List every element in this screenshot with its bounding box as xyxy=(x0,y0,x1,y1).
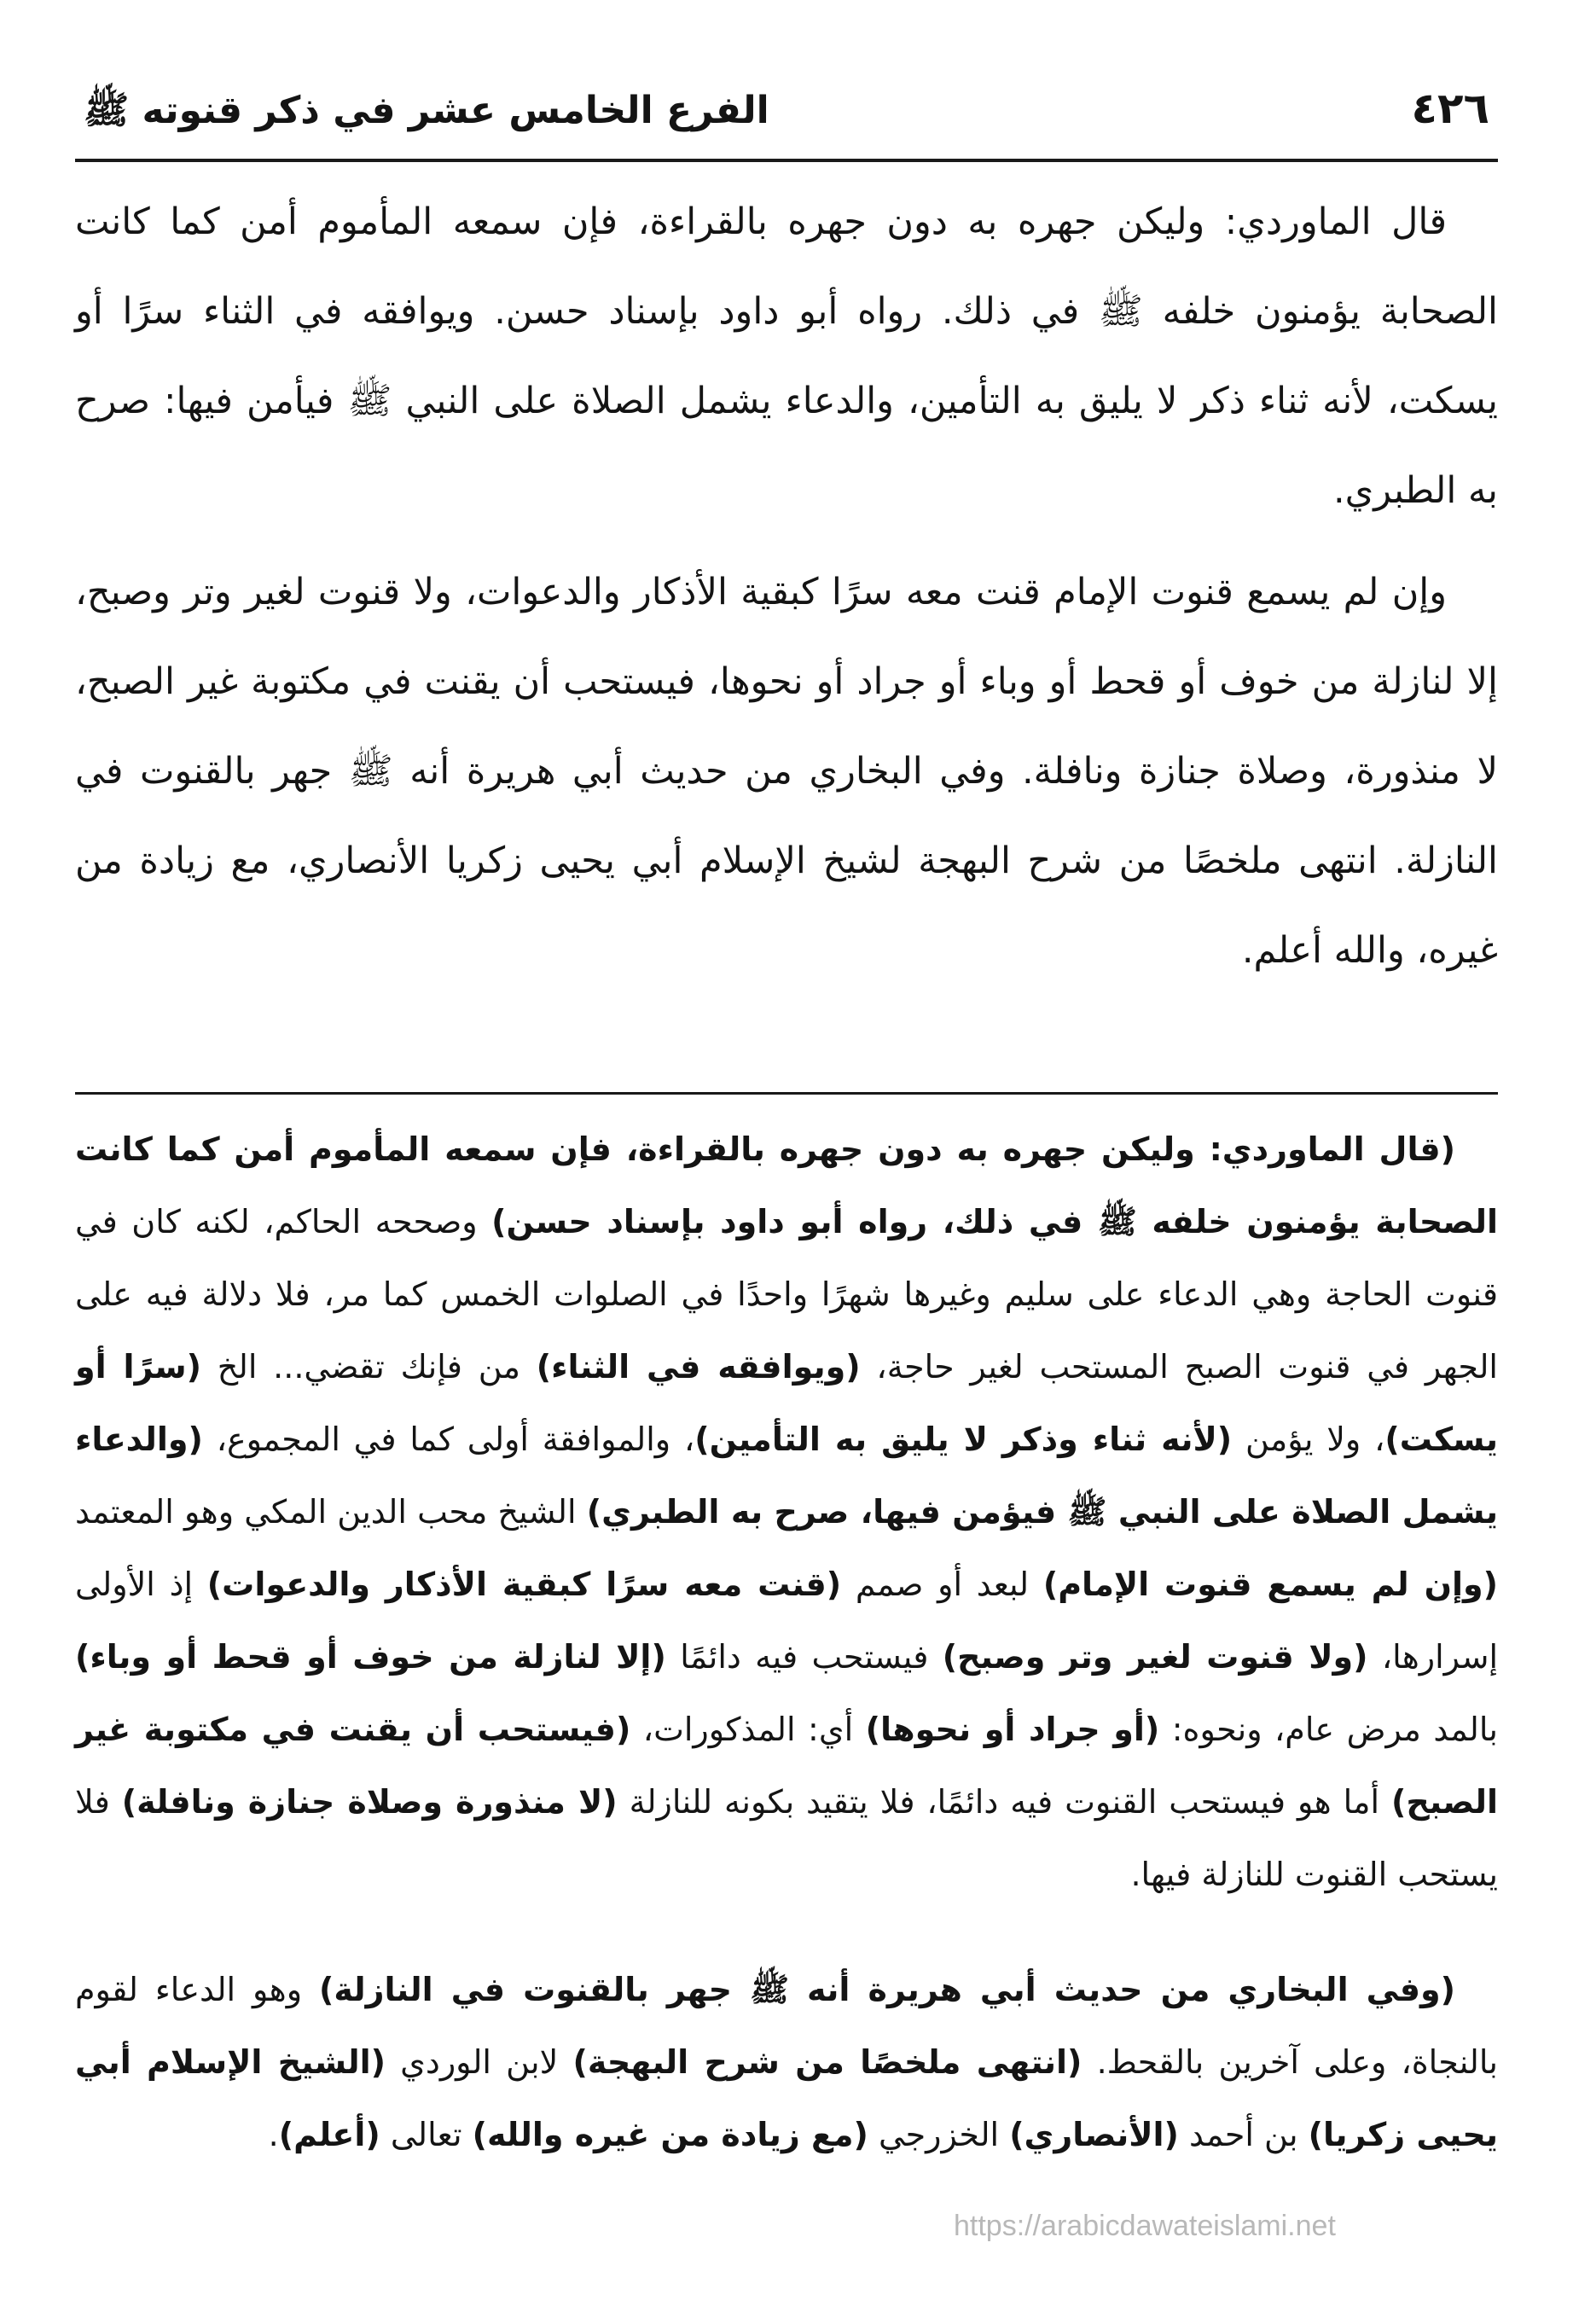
commentary-text: لابن الوردي xyxy=(386,2043,573,2081)
quoted-matn-text: (أعلم) xyxy=(278,2116,380,2153)
quoted-matn-text: (لأنه ثناء وذكر لا يليق به التأمين) xyxy=(694,1421,1233,1458)
commentary-text: فلا يستحب القنوت للنازلة فيها. xyxy=(75,1783,1498,1893)
commentary-text: . xyxy=(268,2116,279,2153)
quoted-matn-text: (الشيخ الإسلام أبي يحيى زكريا) xyxy=(75,2043,1498,2153)
commentary-text: فيستحب فيه دائمًا xyxy=(665,1638,943,1676)
commentary-paragraph xyxy=(75,1113,1498,1911)
commentary-text: بن أحمد xyxy=(1178,2116,1309,2153)
quoted-matn-text: (الأنصاري) xyxy=(1009,2116,1179,2153)
commentary-text: الشيخ محب الدين المكي وهو المعتمد xyxy=(75,1493,587,1531)
quoted-matn-text: (سرًا أو يسكت) xyxy=(75,1348,1498,1458)
watermark-url: https://arabicdawateislami.net xyxy=(954,2210,1336,2242)
quoted-matn-text: (وفي البخاري من حديث أبي هريرة أنه ﷺ جهر بالقنوت في النازلة) xyxy=(318,1971,1455,2008)
commentary-text: بالمد مرض عام، ونحوه: xyxy=(1159,1711,1498,1748)
main-paragraph: قال الماوردي: وليكن جهره به دون جهره بالقراءة، فإن سمعه المأموم أمن كما كانت الصحابة يؤمنون خلفه ﷺ في ذلك. رواه أبو داود بإسناد حسن. ويوافقه في الثناء سرًا أو يسكت، لأنه ثناء ذكر لا يليق به التأمين، والدعاء يشمل الصلاة على النبي ﷺ فيأمن فيها: صرح به الطبري. xyxy=(75,200,1498,512)
commentary-text: أي: المذكورات، xyxy=(630,1711,866,1748)
main-text xyxy=(75,177,1498,1008)
quoted-matn-text: (مع زيادة من غيره والله) xyxy=(472,2116,868,2153)
commentary-text: أما هو فيستحب القنوت فيه دائمًا، فلا يتقيد بكونه للنازلة xyxy=(617,1783,1391,1821)
commentary-text: وهو الدعاء لقوم بالنجاة، وعلى آخرين بالقحط. xyxy=(75,1971,1498,2081)
header-rule xyxy=(75,159,1498,162)
quoted-matn-text: (لا منذورة وصلاة جنازة ونافلة) xyxy=(121,1783,618,1821)
quoted-matn-text: (إلا لنازلة من خوف أو قحط أو وباء) xyxy=(75,1638,666,1676)
commentary-text: ، والموافقة أولى كما في المجموع، xyxy=(202,1421,695,1458)
quoted-matn-text: (والدعاء يشمل الصلاة على النبي ﷺ فيؤمن فيها، صرح به الطبري) xyxy=(75,1421,1498,1531)
page-header xyxy=(75,77,1498,159)
commentary-separator-rule xyxy=(75,1092,1498,1095)
commentary-text: ، ولا يؤمن xyxy=(1232,1421,1385,1458)
main-paragraph: وإن لم يسمع قنوت الإمام قنت معه سرًا كبقية الأذكار والدعوات، ولا قنوت لغير وتر وصبح، إلا لنازلة من خوف أو قحط أو وباء أو جراد أو نحوها، فيستحب أن يقنت في مكتوبة غير الصبح، لا منذورة، وصلاة جنازة ونافلة. وفي البخاري من حديث أبي هريرة أنه ﷺ جهر بالقنوت في النازلة. انتهى ملخصًا من شرح البهجة لشيخ الإسلام أبي يحيى زكريا الأنصاري، مع زيادة من غيره، والله أعلم. xyxy=(75,571,1498,972)
quoted-matn-text: (فيستحب أن يقنت في مكتوبة غير الصبح) xyxy=(75,1711,1499,1821)
commentary-text: وصححه الحاكم، لكنه كان في قنوت الحاجة وهي الدعاء على سليم وغيرها شهرًا واحدًا في الصلوات الخمس كما مر، فلا دلالة فيه على الجهر في قنوت الصبح المستحب لغير حاجة، xyxy=(75,1203,1498,1386)
commentary-paragraph xyxy=(75,1954,1498,2171)
page-number: ٤٢٦ xyxy=(1411,84,1489,133)
commentary-text: من فإنك تقضي... الخ xyxy=(200,1348,537,1386)
commentary-text: إذ الأولى إسرارها، xyxy=(75,1566,1499,1676)
commentary-text: لبعد أو صمم xyxy=(841,1566,1043,1603)
quoted-matn-text: (قال الماوردي: وليكن جهره به دون جهره بالقراءة، فإن سمعه المأموم أمن كما كانت الصحابة يؤمنون خلفه ﷺ في ذلك، رواه أبو داود بإسناد حسن) xyxy=(75,1130,1498,1240)
quoted-matn-text: (انتهى ملخصًا من شرح البهجة) xyxy=(572,2043,1083,2081)
commentary-text: تعالى xyxy=(380,2116,473,2153)
commentary-text: الخزرجي xyxy=(868,2116,1010,2153)
quoted-matn-text: (وإن لم يسمع قنوت الإمام) xyxy=(1042,1566,1499,1603)
book-page xyxy=(75,77,1498,2295)
quoted-matn-text: (ويوافقه في الثناء) xyxy=(536,1348,861,1386)
quoted-matn-text: (قنت معه سرًا كبقية الأذكار والدعوات) xyxy=(206,1566,842,1603)
running-title: الفرع الخامس عشر في ذكر قنوته ﷺ xyxy=(84,89,769,132)
quoted-matn-text: (ولا قنوت لغير وتر وصبح) xyxy=(942,1638,1368,1676)
quoted-matn-text: (أو جراد أو نحوها) xyxy=(865,1711,1160,1748)
commentary-section xyxy=(75,1113,1498,2214)
